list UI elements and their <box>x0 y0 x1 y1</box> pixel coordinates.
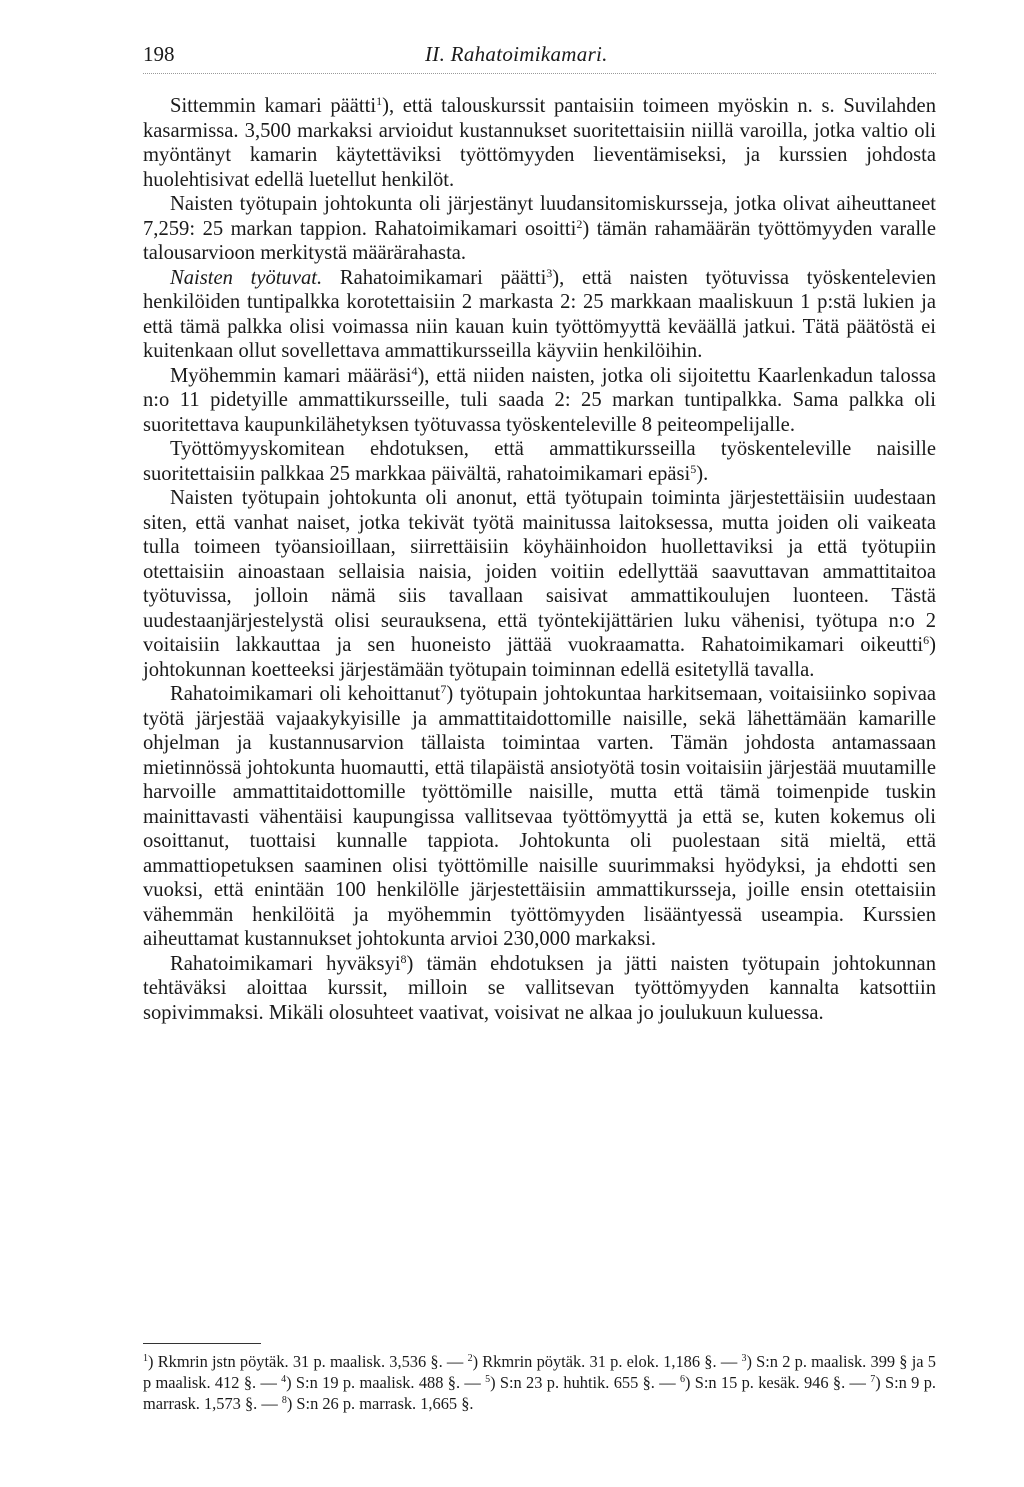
footnote-text: ) Rkmrin pöytäk. 31 p. elok. 1,186 §. — <box>472 1352 742 1371</box>
text-run: Rahatoimikamari oli kehoittanut <box>170 683 441 705</box>
paragraph <box>143 952 936 1026</box>
footnote-rule <box>143 1343 261 1344</box>
footnote-ref: 4 <box>411 363 418 378</box>
footnote-text: ) S:n 2 p. maalisk. 399 § ja 5 p maalisk. 412 §. — <box>143 1352 936 1392</box>
text-run: ) tämän ehdotuksen ja jätti naisten työtupain johtokunnan tehtäväksi aloittaa kurssit, milloin se vallitsevan työttömyyden kannalta katsottiin sopivimmaksi. Mikäli olosuhteet vaativat, voisivat ne alkaa jo joulukuun kuluessa. <box>143 952 936 1024</box>
paragraph <box>143 437 936 486</box>
paragraph <box>143 364 936 438</box>
footnote-text: ) S:n 26 p. marrask. 1,665 §. <box>286 1394 474 1413</box>
text-run: ), että naisten työtuvissa työskentelevien henkilöiden tuntipalkka korotettaisiin 2 markasta 2: 25 markkaan maaliskuun 1 p:stä lukien ja että tämä palkka olisi voimassa niin kauan kuin työttömyyttä keväällä jatkui. Tätä päätöstä ei kuitenkaan ollut sovellettava ammattikursseilla käyviin henkilöihin. <box>143 266 937 362</box>
footnote-text: ) S:n 23 p. huhtik. 655 §. — <box>490 1373 680 1392</box>
text-run: ). <box>696 462 709 485</box>
text-run: Rahatoimikamari päätti <box>322 266 547 289</box>
running-title: II. Rahatoimikamari. <box>425 42 608 66</box>
footnote-number: 8 <box>281 1395 287 1406</box>
book-page <box>143 38 937 1413</box>
text-run: ), että talouskurssit pantaisiin toimeen myöskin n. s. Suvilahden kasarmissa. 3,500 markaksi arvioidut kustannukset suoritettaisiin niillä varoilla, jotka valtio oli myöntänyt kamarin käytettäviksi työttömyyden lieventämiseksi, ja kurssien johdosta huolehtisivat edellä luetellut henkilöt. <box>143 95 936 191</box>
footnote-ref: 5 <box>690 461 697 476</box>
footnote-text: ) S:n 9 p. marrask. 1,573 §. — <box>143 1373 936 1413</box>
footnote-ref: 3 <box>546 265 553 280</box>
running-head <box>143 38 936 70</box>
footnote-number: 6 <box>679 1374 685 1385</box>
paragraph <box>143 486 936 682</box>
text-run: ) johtokunnan koetteeksi järjestämään työtupain toiminnan edellä esitetyllä tavalla. <box>143 634 936 681</box>
text-run: Myöhemmin kamari määräsi <box>170 364 412 387</box>
footnotes <box>143 1351 936 1414</box>
text-run: ), että niiden naisten, jotka oli sijoitettu Kaarlenkadun talossa n:o 11 pidetyille ammattikursseille, tuli saada 2: 25 markan tuntipalkka. Sama palkka oli suoritettava kaupunkilähetyksen työtuvassa työskenteleville 8 peiteompelijalle. <box>143 364 937 436</box>
body-text <box>143 94 936 1025</box>
footnote-ref: 1 <box>376 94 383 108</box>
paragraph <box>143 682 936 952</box>
footnote-number: 3 <box>741 1353 747 1364</box>
footnote-ref: 7 <box>440 682 447 696</box>
text-run: Naisten työtupain johtokunta oli anonut, että työtupain toiminta järjestettäisiin uudestaan siten, että vanhat naiset, jotka tekivät työtä mainitussa laitoksessa, mutta joiden oli vaikeata tulla toimeen työansioillaan, siirrettäisiin köyhäinhoidon huollettaviksi ja että työtupiin otettaisiin ainoastaan sellaisia naisia, joiden voitiin edellyttää saavuttavan ammattitaitoa työtuvissa, jolloin nämä siis tavallaan saisivat ammattikoulujen luonteen. Tästä uudestaanjärjestelystä olisi seurauksena, että työntekijättärien luku vähenisi, työtupa n:o 2 voitaisiin lakkauttaa ja sen huoneisto jättää vuokraamatta. Rahatoimikamari oikeutti <box>143 487 936 656</box>
text-run: Naisten työtupain johtokunta oli järjestänyt luudansitomiskursseja, jotka olivat aiheuttaneet 7,259: 25 markan tappion. Rahatoimikamari osoitti <box>143 193 936 240</box>
footnote-text: ) S:n 15 p. kesäk. 946 §. — <box>684 1373 871 1392</box>
section-run-in-heading: Naisten työtuvat. <box>170 266 323 289</box>
footnote-number: 7 <box>870 1374 876 1385</box>
footnote-ref: 6 <box>923 633 930 647</box>
footnote-number: 1 <box>143 1353 148 1364</box>
text-run: Rahatoimikamari hyväksyi <box>170 952 401 975</box>
text-run: ) työtupain johtokuntaa harkitsemaan, voitaisiinko sopivaa työtä järjestää vajaakykyisille ja ammattitaidottomille naisille, sekä lähettämään kamarille ohjelman ja kustannusarvion tällaista toimintaa varten. Tämän johdosta antamassaan mietinnössä johtokunta huomautti, että tilapäistä ansiotyötä tosin voitaisiin järjestää muutamille harvoille ammattitaidottomille työttömille naisille, mutta että tämä toimenpide tuskin mainittavasti vähentäisi kaupungissa vallitsevaa työttömyyttä ja että se, kuten kokemus oli osoittanut, tuottaisi kunnalle tappiota. Johtokunta oli puolestaan sitä mieltä, että ammattiopetuksen saaminen olisi työttömille naisille suurimmaksi hyödyksi, ja ehdotti sen vuoksi, että enintään 100 henkilölle järjestettäisiin ammattikursseja, joille ensin otettaisiin vähemmän henkilöitä ja myöhemmin työttömyyden lisääntyessä useampia. Kurssien aiheuttamat kustannukset johtokunta arvioi 230,000 markaksi. <box>143 683 936 950</box>
footnote-ref: 2 <box>576 216 583 231</box>
footnote-number: 4 <box>281 1374 287 1385</box>
footnote-ref: 8 <box>400 951 407 966</box>
footnote-text: ) S:n 19 p. maalisk. 488 §. — <box>286 1373 486 1392</box>
footnote-number: 5 <box>485 1374 491 1385</box>
footnote-number: 2 <box>467 1353 473 1364</box>
text-run: Työttömyyskomitean ehdotuksen, että ammattikursseilla työskenteleville naisille suoritettaisiin palkkaa 25 markkaa päivältä, rahatoimikamari epäsi <box>143 438 936 485</box>
text-run: ) tämän rahamäärän työttömyyden varalle talousarvioon merkitystä määrärahasta. <box>143 217 936 264</box>
header-rule <box>143 73 936 74</box>
paragraph <box>143 94 936 192</box>
text-run: Sittemmin kamari päätti <box>170 95 377 117</box>
footnote-text: ) Rkmrin jstn pöytäk. 31 p. maalisk. 3,536 §. — <box>148 1352 468 1371</box>
paragraph <box>143 192 936 266</box>
paragraph <box>143 266 936 364</box>
page-number: 198 <box>143 42 175 66</box>
